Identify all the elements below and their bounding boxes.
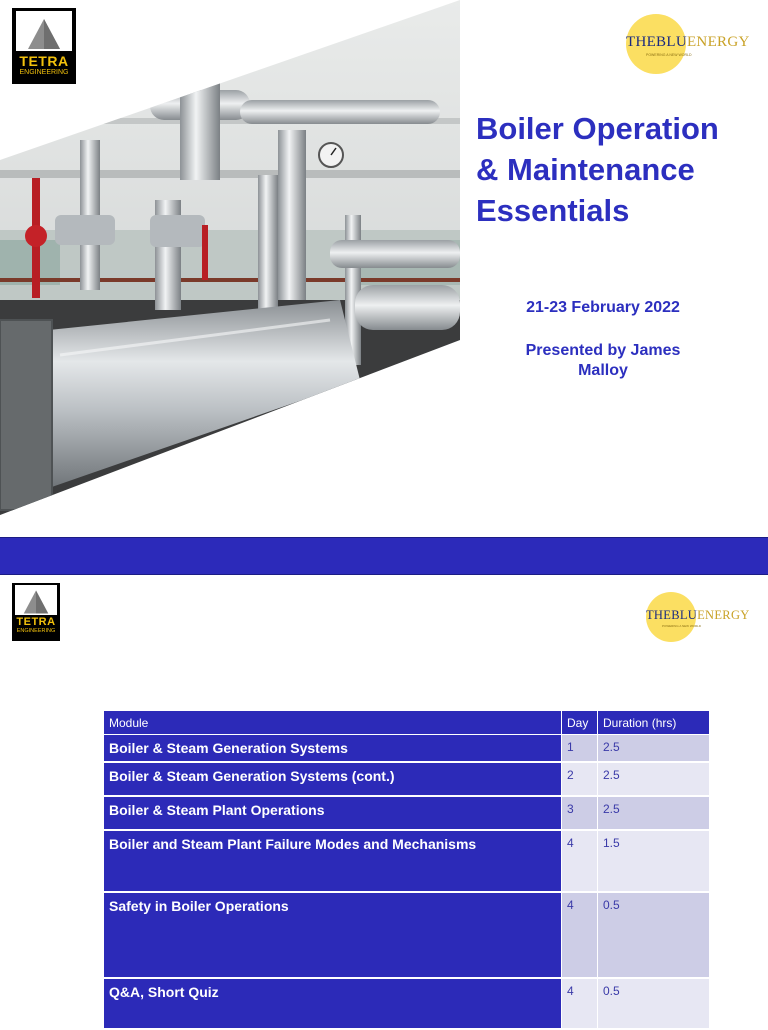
header-day: Day	[562, 711, 598, 735]
module-cell: Boiler & Steam Generation Systems (cont.)	[104, 763, 562, 797]
duration-cell: 0.5	[598, 893, 710, 979]
logo-tagline: POWERING A NEW WORLD	[662, 624, 702, 628]
duration-cell: 2.5	[598, 735, 710, 763]
table-row	[104, 797, 710, 831]
logo-word-a: THEBLU	[626, 34, 687, 50]
tetra-engineering-logo	[12, 583, 60, 641]
logo-word-a: THEBLU	[646, 608, 698, 622]
presenter-line: Presented by James	[525, 342, 681, 359]
pyramid-icon	[16, 11, 72, 51]
presentation-title	[476, 108, 761, 231]
module-cell: Boiler and Steam Plant Failure Modes and Mechanisms	[104, 831, 562, 893]
logo-tagline: POWERING A NEW WORLD	[646, 53, 692, 57]
day-cell: 4	[562, 831, 598, 893]
table-row	[104, 735, 710, 763]
theblue-energy-logo	[624, 12, 754, 76]
logo-word-b: ENERGY	[686, 34, 750, 50]
tetra-logo-name: TETRA	[16, 616, 56, 628]
module-cell: Boiler & Steam Generation Systems	[104, 735, 562, 763]
theblue-energy-logo	[644, 590, 754, 642]
title-line: Boiler Operation	[476, 111, 719, 146]
tetra-logo-sub: ENGINEERING	[19, 69, 69, 76]
table-row	[104, 979, 710, 1030]
module-cell: Boiler & Steam Plant Operations	[104, 797, 562, 831]
table-row	[104, 763, 710, 797]
day-cell: 3	[562, 797, 598, 831]
module-cell: Q&A, Short Quiz	[104, 979, 562, 1030]
agenda-table	[104, 711, 710, 1030]
title-line: & Maintenance	[476, 152, 695, 187]
presenter-line: Malloy	[578, 362, 628, 379]
header-duration: Duration (hrs)	[598, 711, 710, 735]
day-cell: 4	[562, 979, 598, 1030]
logo-word-b: ENERGY	[697, 608, 750, 622]
tetra-logo-name: TETRA	[19, 53, 69, 69]
table-row	[104, 831, 710, 893]
tetra-engineering-logo	[12, 8, 76, 84]
duration-cell: 0.5	[598, 979, 710, 1030]
table-row	[104, 893, 710, 979]
header-module: Module	[104, 711, 562, 735]
tetra-logo-sub: ENGINEERING	[16, 628, 56, 634]
slide-divider-bar	[0, 537, 768, 575]
logo-wordmark	[646, 608, 750, 623]
event-date: 21-23 February 2022	[526, 299, 680, 316]
presenter	[476, 341, 730, 381]
module-cell: Safety in Boiler Operations	[104, 893, 562, 979]
day-cell: 2	[562, 763, 598, 797]
duration-cell: 2.5	[598, 797, 710, 831]
duration-cell: 2.5	[598, 763, 710, 797]
title-line: Essentials	[476, 193, 630, 228]
duration-cell: 1.5	[598, 831, 710, 893]
table-header-row	[104, 711, 710, 735]
pyramid-icon	[15, 585, 57, 615]
logo-wordmark	[626, 34, 750, 51]
day-cell: 1	[562, 735, 598, 763]
day-cell: 4	[562, 893, 598, 979]
